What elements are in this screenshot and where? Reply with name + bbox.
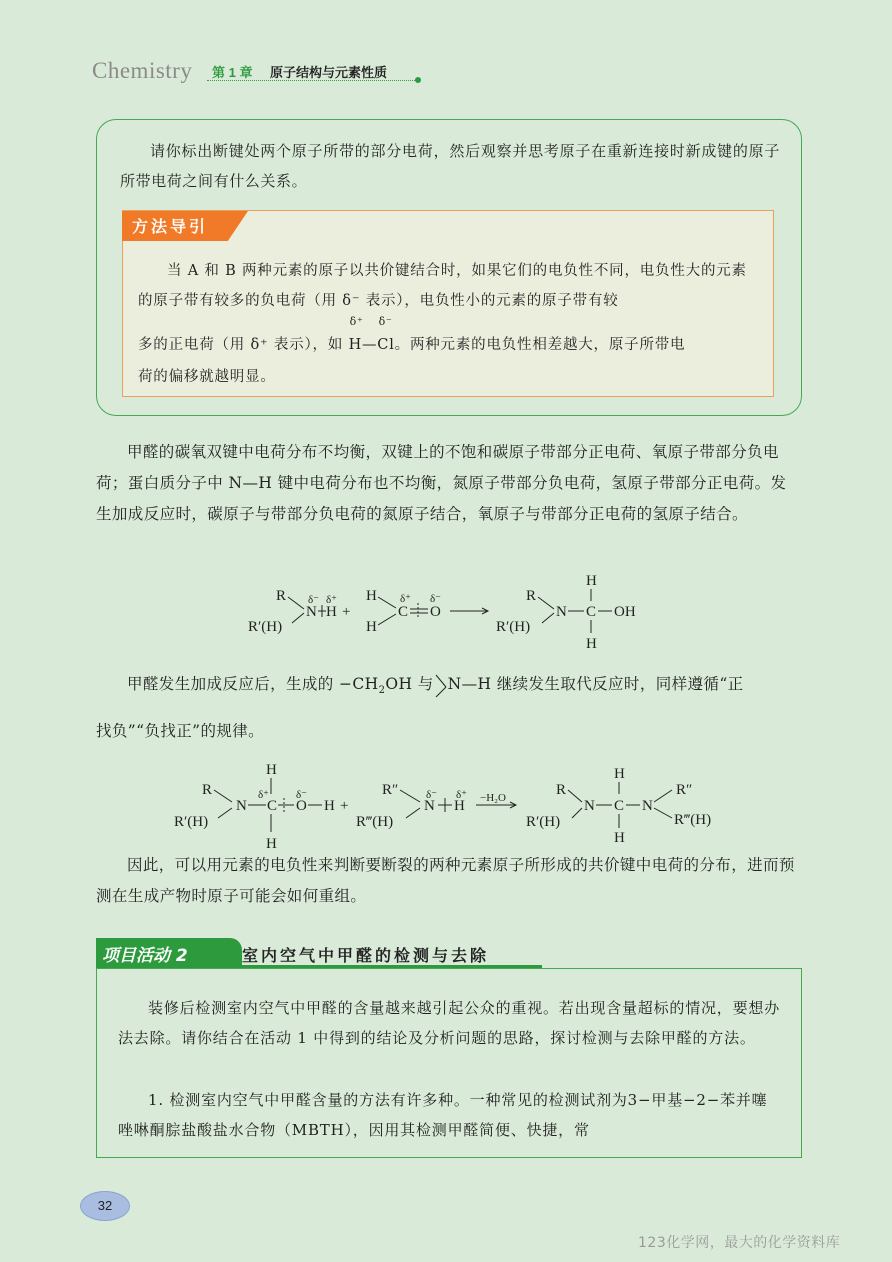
rxn1-h3: H <box>366 619 377 635</box>
rxn1-n: N <box>306 604 317 620</box>
body-p2-b: OH 与 <box>385 675 434 693</box>
header-chapter: 第 1 章 <box>212 65 253 80</box>
activity-title: 室内空气中甲醛的检测与去除 <box>242 946 490 965</box>
body-p2-sub: 2 <box>378 685 386 697</box>
header-dot <box>415 77 421 83</box>
rxn2-p-h-bottom: H <box>614 830 625 846</box>
rxn2-r2: R′(H) <box>174 814 209 830</box>
rxn2-d3: δ⁻ <box>426 789 437 801</box>
rxn2-d1: δ⁺ <box>258 789 269 801</box>
hcl-delta-minus: δ⁻ <box>378 315 393 328</box>
rxn2-p-h-top: H <box>614 766 625 782</box>
rxn2-c: C <box>267 798 278 814</box>
question-text: 请你标出断键处两个原子所带的部分电荷，然后观察并思考原子在重新连接时新成键的原子所带电荷之间有什么关系。 <box>120 142 780 190</box>
body-paragraph-2 <box>96 669 802 706</box>
nh-bond-symbol <box>434 671 448 699</box>
body-paragraph-1: 甲醛的碳氧双键中电荷分布不均衡，双键上的不饱和碳原子带部分正电荷、氧原子带部分负电荷；蛋白质分子中 N—H 键中电荷分布也不均衡，氮原子带部分负电荷，氢原子带部分正电荷。发生加成反应时，碳原子与带部分负电荷的氮原子结合，氧原子与带部分正电荷的氢原子结合。 <box>96 443 787 523</box>
rxn2-d4: δ⁺ <box>456 789 467 801</box>
rxn2-h2: H <box>454 798 465 814</box>
rxn1-p-oh: OH <box>614 604 636 620</box>
rxn2-plus: + <box>340 798 349 814</box>
rxn2-h: H <box>324 798 335 814</box>
page-number: 32 <box>80 1191 130 1221</box>
body-paragraph-2-cont: 找负”“负找正”的规律。 <box>96 722 265 740</box>
header-chapter-title: 原子结构与元素性质 <box>270 66 388 81</box>
rxn2-p-n2: N <box>642 798 653 814</box>
rxn1-p-r2: R′(H) <box>496 619 531 635</box>
reaction-2-diagram <box>170 756 730 854</box>
method-paragraph-1: 当 A 和 B 两种元素的原子以共价键结合时，如果它们的电负性不同，电负性大的元素的原子带有较多的负电荷（用 δ⁻ 表示），电负性小的元素的原子带有较 <box>138 263 747 309</box>
rxn1-p-h-bottom: H <box>586 636 597 652</box>
rxn2-p-r: R <box>556 782 567 798</box>
hcl-formula <box>348 315 395 360</box>
rxn2-condition: −H₂O <box>480 792 506 804</box>
rxn1-plus: + <box>342 604 351 620</box>
rxn2-r3: R″ <box>382 782 399 798</box>
method-label: 方法导引 <box>132 217 209 236</box>
body-p2-a: 甲醛发生加成反应后，生成的 −CH <box>127 675 379 693</box>
rxn1-o: O <box>430 604 441 620</box>
rxn2-p-n: N <box>584 798 595 814</box>
rxn2-p-r2: R′(H) <box>526 814 561 830</box>
rxn1-p-n: N <box>556 604 567 620</box>
header-divider <box>207 80 417 81</box>
watermark: 123化学网，最大的化学资料库 <box>638 1235 841 1251</box>
rxn2-p-r3: R″ <box>676 782 693 798</box>
activity-paragraph-2: 1. 检测室内空气中甲醛含量的方法有许多种。一种常见的检测试剂为3−甲基−2−苯并噻唑啉酮腙盐酸盐水合物（MBTH），因用其检测甲醛简便、快捷，常 <box>118 1091 768 1139</box>
hcl-delta-plus: δ⁺ <box>349 315 364 328</box>
method-text-2b: 。两种元素的电负性相差越大，原子所带电 <box>394 337 686 353</box>
rxn2-p-c: C <box>614 798 625 814</box>
rxn1-r: R <box>276 588 287 604</box>
rxn1-h: H <box>326 604 337 620</box>
rxn2-n2: N <box>424 798 435 814</box>
rxn1-p-r: R <box>526 588 537 604</box>
rxn2-n: N <box>236 798 247 814</box>
method-paragraph-3: 荷的偏移就越明显。 <box>138 369 276 385</box>
rxn1-d3: δ⁺ <box>400 593 411 605</box>
rxn1-d1: δ⁻ <box>308 594 319 606</box>
rxn2-d2: δ⁻ <box>296 789 307 801</box>
rxn2-h-bottom: H <box>266 836 277 852</box>
rxn2-p-r4: R‴(H) <box>674 812 712 828</box>
activity-paragraph-1: 装修后检测室内空气中甲醛的含量越来越引起公众的重视。若出现含量超标的情况，要想办法去除。请你结合在活动 1 中得到的结论及分析问题的思路，探讨检测与去除甲醛的方法。 <box>118 999 781 1047</box>
body-p2-c: N—H 继续发生取代反应时，同样遵循“正 <box>447 675 744 693</box>
body-paragraph-3: 因此，可以用元素的电负性来判断要断裂的两种元素原子所形成的共价键中电荷的分布，进而预测在生成产物时原子可能会如何重组。 <box>96 856 795 905</box>
rxn1-d2: δ⁺ <box>326 594 337 606</box>
rxn2-r: R <box>202 782 213 798</box>
hcl-text: H—Cl <box>348 337 395 353</box>
rxn1-p-c: C <box>586 604 597 620</box>
rxn2-o: O <box>296 798 307 814</box>
rxn1-d4: δ⁻ <box>430 593 441 605</box>
rxn2-r4: R‴(H) <box>356 814 394 830</box>
activity-tab-label: 项目活动 2 <box>102 946 188 966</box>
header-brand: Chemistry <box>92 58 193 83</box>
rxn1-h2: H <box>366 588 377 604</box>
reaction-1-diagram <box>240 565 660 655</box>
rxn1-r2: R′(H) <box>248 619 283 635</box>
method-text-2a: 多的正电荷（用 δ⁺ 表示），如 <box>138 337 349 353</box>
method-paragraph-2 <box>138 315 760 360</box>
rxn2-h-top: H <box>266 762 277 778</box>
rxn1-p-h-top: H <box>586 573 597 589</box>
rxn1-c: C <box>398 604 409 620</box>
